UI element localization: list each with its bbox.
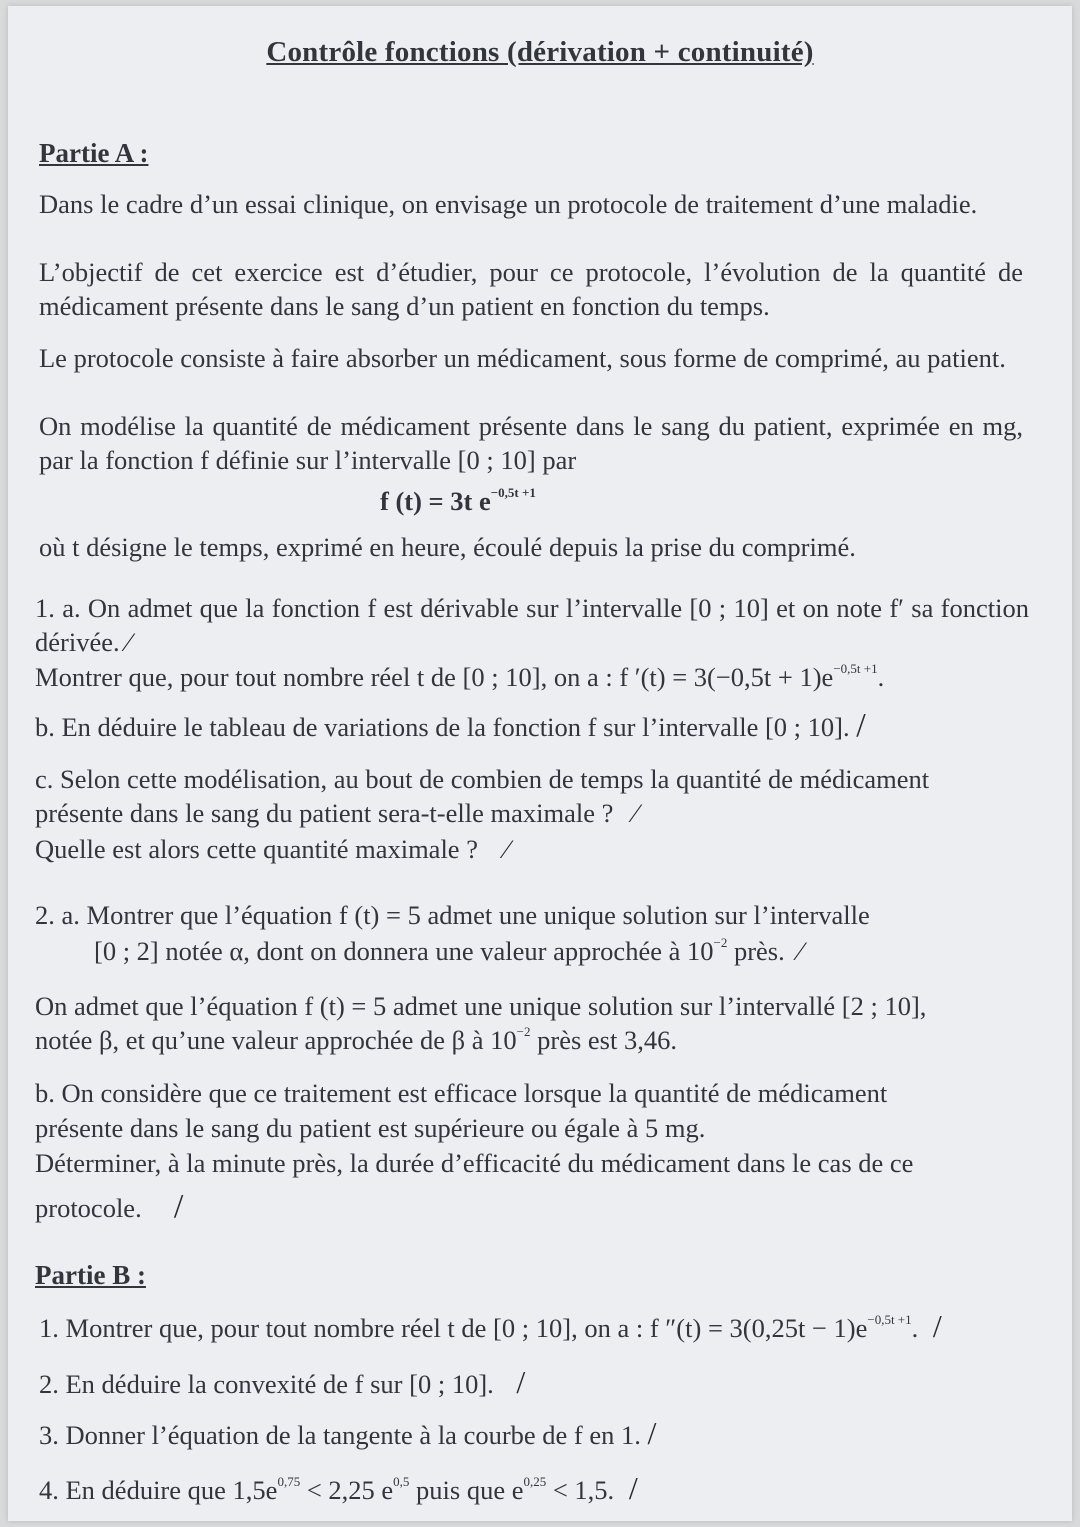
check-mark-icon: ⁄ — [619, 798, 638, 828]
admit-line-2-end: près est 3,46. — [530, 1025, 677, 1055]
part-b-heading: Partie B : — [35, 1260, 146, 1290]
question-2a-line-2-end: près. — [727, 936, 785, 966]
part-b-question-4-part-2: < 2,25 e — [300, 1475, 394, 1505]
part-b-question-4 — [39, 1471, 638, 1507]
part-b-question-1-text: 1. Montrer que, pour tout nombre réel t de [0 ; 10], on a : f ″(t) = 3(0,25t − 1)e — [39, 1313, 868, 1343]
part-b-question-4-exponent-1: 0,75 — [277, 1474, 301, 1489]
check-mark-icon: ⁄ — [126, 627, 131, 657]
question-1a-show — [35, 660, 884, 694]
part-b-question-1 — [39, 1309, 942, 1345]
question-2b-line-4 — [35, 1190, 183, 1225]
question-2b-line-2: présente dans le sang du patient est supérieure ou égale à 5 mg. — [35, 1113, 706, 1143]
part-b-question-4-exponent-2: 0,5 — [393, 1474, 410, 1489]
part-b-question-4-part-3: puis que e — [409, 1475, 524, 1505]
part-b-question-2-text: 2. En déduire la convexité de f sur [0 ; 10]. — [39, 1369, 494, 1399]
question-2b-line-4-text: protocole. — [35, 1193, 142, 1223]
question-1c-line-2 — [35, 796, 638, 830]
intro-paragraph-2: L’objectif de cet exercice est d’étudier, pour ce protocole, l’évolution de la quantité de médicament présente dans le sang d’un patient en fonction du temps. — [39, 257, 1023, 321]
check-mark-icon: / — [148, 1188, 184, 1225]
check-mark-icon: / — [647, 1415, 657, 1451]
intro-paragraph-5: où t désigne le temps, exprimé en heure, écoulé depuis la prise du comprimé. — [39, 532, 856, 562]
part-b-question-1-exponent: −0,5t +1 — [867, 1312, 912, 1327]
question-1b-text: b. En déduire le tableau de variations de la fonction f sur l’intervalle [0 ; 10]. — [35, 712, 850, 742]
question-1a — [35, 591, 1029, 659]
admit-line-2 — [35, 1023, 677, 1057]
admit-line-1: On admet que l’équation f (t) = 5 admet une unique solution sur l’intervallé [2 ; 10], — [35, 991, 927, 1021]
check-mark-icon: ⁄ — [791, 936, 803, 966]
question-2b-line-3: Déterminer, à la minute près, la durée d’efficacité du médicament dans le cas de ce — [35, 1148, 914, 1178]
question-1c-line-1: c. Selon cette modélisation, au bout de combien de temps la quantité de médicament — [35, 764, 930, 794]
question-2a-line-2-text: [0 ; 2] notée α, dont on donnera une valeur approchée à 10 — [94, 936, 714, 966]
part-b-question-1-end: . — [911, 1313, 919, 1343]
question-1a-show-end: . — [877, 662, 885, 692]
part-b-question-2 — [39, 1365, 525, 1401]
question-1c-line-3 — [35, 832, 509, 866]
question-1a-text: 1. a. On admet que la fonction f est dérivable sur l’intervalle [0 ; 10] et on note f′ sa fonction dérivée. — [35, 593, 1029, 657]
question-1a-show-exponent: −0,5t +1 — [833, 661, 878, 676]
question-1c-line-2-text: présente dans le sang du patient sera-t-elle maximale ? — [35, 798, 614, 828]
question-1c-line-3-text: Quelle est alors cette quantité maximale ? — [35, 834, 478, 864]
question-2a-exponent: −2 — [713, 935, 728, 950]
part-a-heading: Partie A : — [39, 138, 149, 168]
intro-paragraph-3: Le protocole consiste à faire absorber un médicament, sous forme de comprimé, au patient. — [39, 343, 1006, 373]
question-1b — [35, 709, 866, 744]
part-b-question-3-text: 3. Donner l’équation de la tangente à la courbe de f en 1. — [39, 1420, 641, 1450]
part-b-question-3 — [39, 1416, 656, 1452]
intro-paragraph-4: On modélise la quantité de médicament présente dans le sang du patient, exprimée en mg, par la fonction f définie sur l’intervalle [0 ; 10] par — [39, 411, 1023, 475]
formula-base: f (t) = 3t e — [380, 486, 491, 516]
question-2b-line-1: b. On considère que ce traitement est efficace lorsque la quantité de médicament — [35, 1078, 888, 1108]
question-1a-show-text: Montrer que, pour tout nombre réel t de [0 ; 10], on a : f ′(t) = 3(−0,5t + 1)e — [35, 662, 834, 692]
question-2a-line-2 — [94, 934, 802, 968]
question-2a-line-1: 2. a. Montrer que l’équation f (t) = 5 admet une unique solution sur l’intervalle — [35, 900, 870, 930]
check-mark-icon: / — [856, 707, 866, 744]
formula-exponent: −0,5t +1 — [490, 485, 536, 500]
intro-paragraph-1: Dans le cadre d’un essai clinique, on envisage un protocole de traitement d’une maladie. — [39, 189, 978, 219]
part-b-question-4-part-1: 4. En déduire que 1,5e — [39, 1475, 278, 1505]
exam-sheet — [8, 6, 1072, 1521]
check-mark-icon: / — [500, 1364, 526, 1400]
admit-line-2-text: notée β, et qu’une valeur approchée de β à 10 — [35, 1025, 517, 1055]
part-b-question-4-part-4: < 1,5. — [546, 1475, 615, 1505]
function-formula — [380, 484, 536, 518]
part-b-question-4-exponent-3: 0,25 — [523, 1474, 547, 1489]
page-title: Contrôle fonctions (dérivation + continuité) — [266, 36, 814, 68]
check-mark-icon: ⁄ — [484, 834, 509, 864]
check-mark-icon: / — [620, 1470, 638, 1506]
check-mark-icon: / — [924, 1308, 942, 1344]
admit-exponent: −2 — [516, 1024, 531, 1039]
